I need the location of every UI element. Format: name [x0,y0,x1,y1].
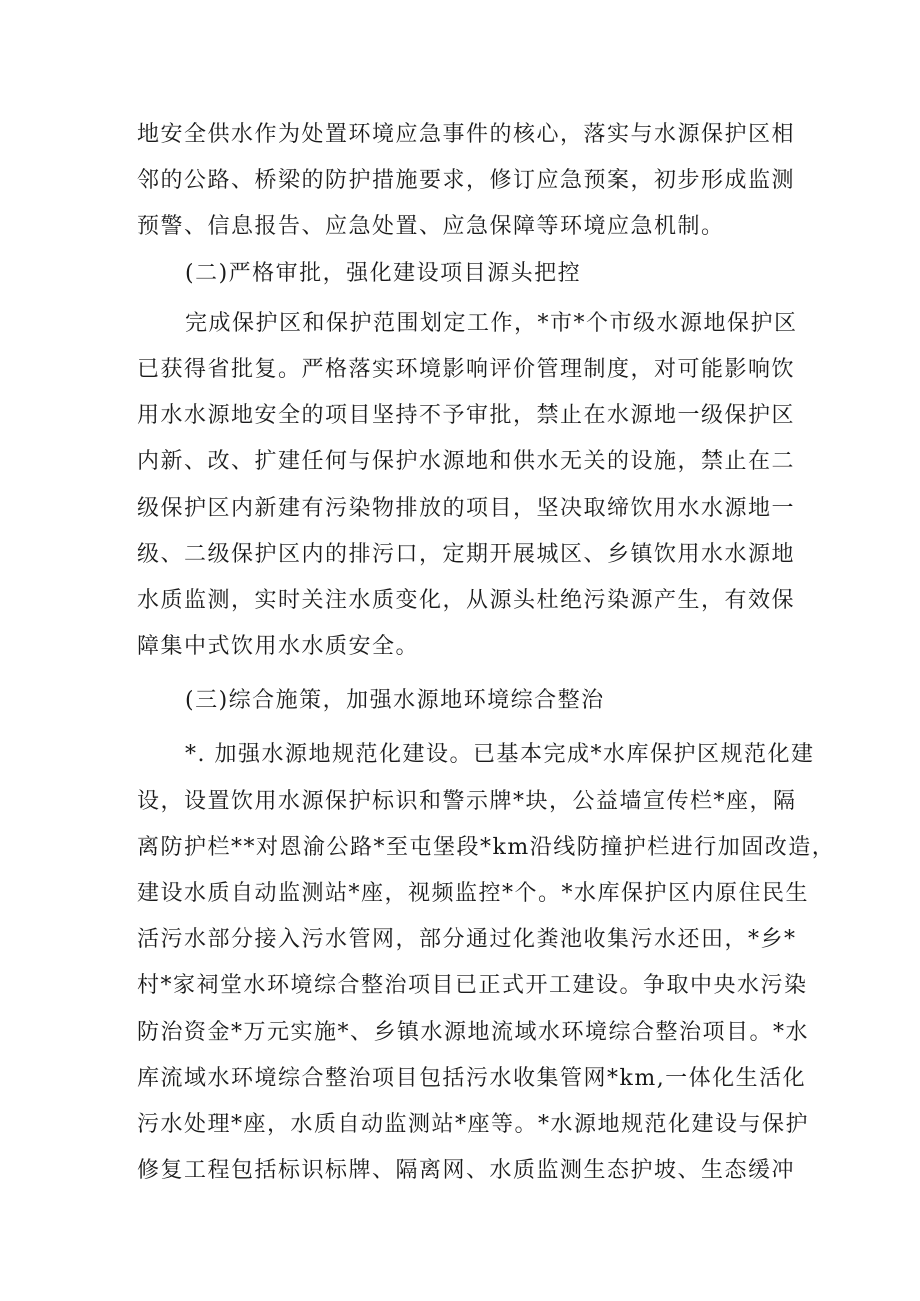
text-line: 已获得省批复。严格落实环境影响评价管理制度，对可能影响饮 [137,356,796,382]
text-line: 预警、信息报告、应急处置、应急保障等环境应急机制。 [137,214,725,240]
text-line: 级保护区内新建有污染物排放的项目，坚决取缔饮用水水源地一 [137,495,796,521]
text-line: 修复工程包括标识标牌、隔离网、水质监测生态护坡、生态缓冲 [137,1158,796,1184]
text-line: 邻的公路、桥梁的防护措施要求，修订应急预案，初步形成监测 [137,168,796,194]
text-line: 水质监测，实时关注水质变化，从源头杜绝污染源产生，有效保 [137,587,796,613]
text-line: 防治资金*万元实施*、乡镇水源地流域水环境综合整治项目。*水 [137,1019,810,1045]
text-line: 完成保护区和保护范围划定工作，*市*个市级水源地保护区 [185,310,798,336]
text-line: 污水处理*座，水质自动监测站*座等。*水源地规范化建设与保护 [137,1111,810,1137]
text-line: 地安全供水作为处置环境应急事件的核心，落实与水源保护区相 [137,122,796,147]
text-line: *. 加强水源地规范化建设。已基本完成*水库保护区规范化建 [185,742,815,768]
text-line: 离防护栏**对恩渝公路*至屯堡段*km沿线防撞护栏进行加固改造， [137,834,836,860]
body-text [137,112,836,1194]
section-heading-3: (三)综合施策，加强水源地环境综合整治 [185,688,605,714]
text-line: 村*家祠堂水环境综合整治项目已正式开工建设。争取中央水污染 [137,973,808,999]
text-line: 建设水质自动监测站*座，视频监控*个。*水库保护区内原住民生 [137,881,810,906]
text-line: 级、二级保护区内的排污口，定期开展城区、乡镇饮用水水源地 [137,541,796,567]
text-line: 库流域水环境综合整治项目包括污水收集管网*km,一体化生活化 [137,1065,807,1091]
text-line: 设，设置饮用水源保护标识和警示牌*块，公益墙宣传栏*座，隔 [137,788,797,814]
paragraph-standardization [137,732,836,1194]
text-line: 障集中式饮用水水质安全。 [137,634,420,660]
spacer [137,670,787,678]
text-line: 用水水源地安全的项目坚持不予审批，禁止在水源地一级保护区 [137,403,796,429]
spacer [137,724,787,732]
text-line: 内新、改、扩建任何与保护水源地和供水无关的设施，禁止在二 [137,449,796,475]
text-line: 活污水部分接入污水管网，部分通过化粪池收集污水还田，*乡* [137,927,797,953]
section-heading-2: (二)严格审批，强化建设项目源头把控 [185,260,582,286]
paragraph-approval [137,301,798,671]
paragraph-emergency-mechanism [137,112,796,251]
